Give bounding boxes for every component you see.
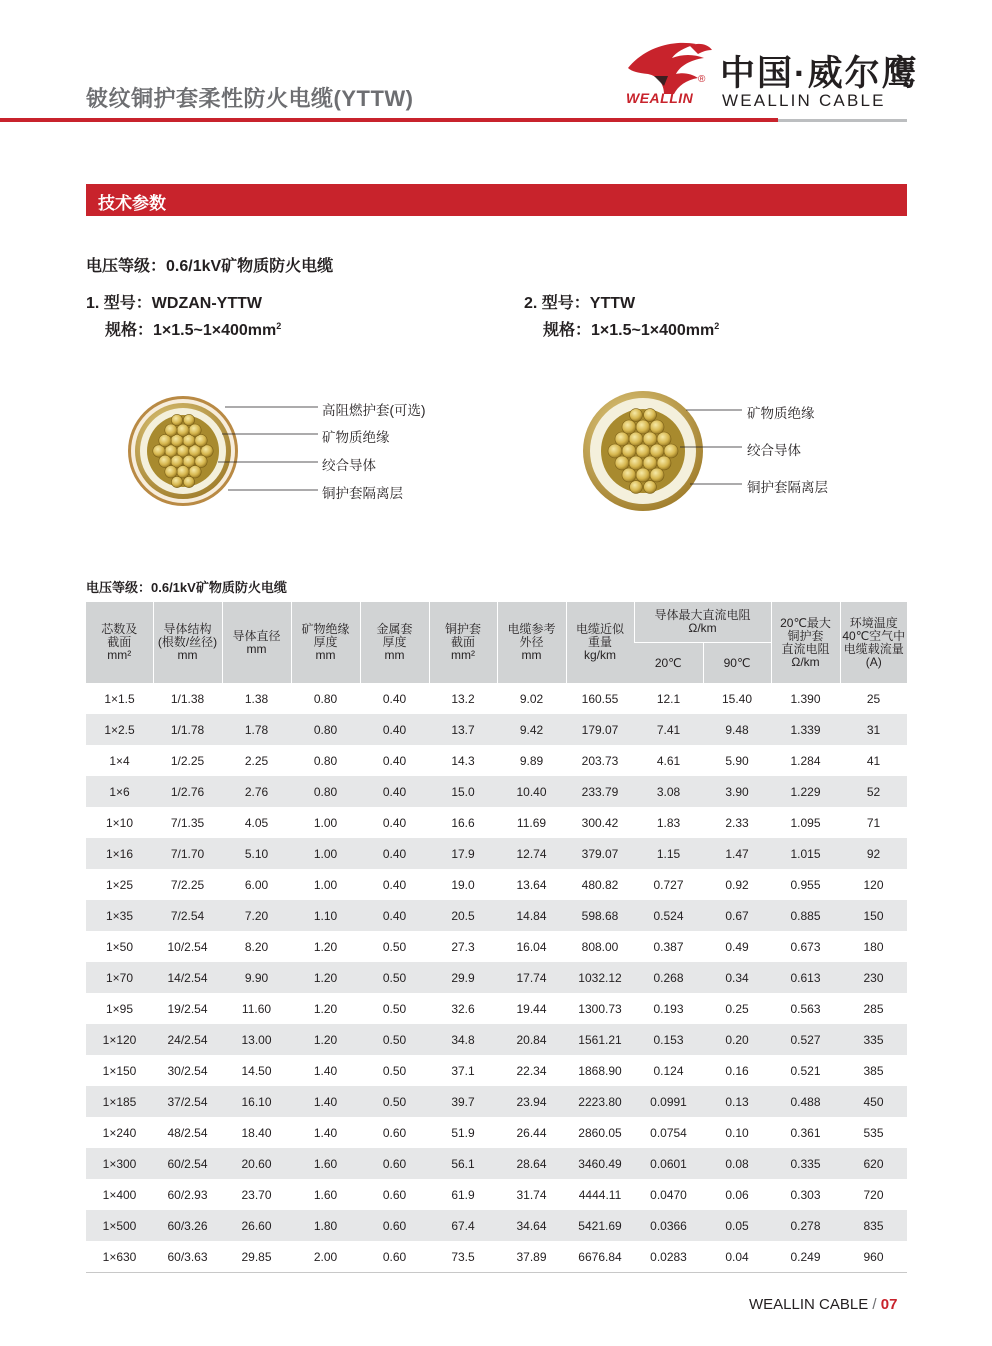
table-cell: 19.0 xyxy=(451,877,475,892)
table-cell: 0.40 xyxy=(382,753,407,768)
table-cell: 1.284 xyxy=(790,753,821,768)
model-1-spec xyxy=(105,317,281,340)
table-cell: 61.9 xyxy=(451,1187,475,1202)
table-row xyxy=(86,1241,907,1273)
table-cell: 0.527 xyxy=(771,1024,840,1055)
table-cell: 1×70 xyxy=(86,962,153,993)
table-cell: 1×50 xyxy=(105,939,134,954)
section-header-bar xyxy=(86,184,907,216)
table-cell: 0.92 xyxy=(725,877,749,892)
model-1-spec-sup: 2 xyxy=(276,321,282,331)
table-cell: 52 xyxy=(840,776,907,807)
table-cell: 0.50 xyxy=(360,1024,429,1055)
table-cell: 808.00 xyxy=(581,939,619,954)
logo-chinese-name: 中国·威尔鹰 xyxy=(720,54,919,93)
table-cell: 1.015 xyxy=(771,838,840,869)
table-cell: 1×6 xyxy=(86,776,153,807)
table-cell: 7/2.25 xyxy=(170,877,205,892)
table-cell: 0.50 xyxy=(382,939,407,954)
table-cell: 7/1.70 xyxy=(153,838,222,869)
table-cell: 1×25 xyxy=(105,877,134,892)
table-cell: 48/2.54 xyxy=(167,1125,208,1140)
table-cell: 0.268 xyxy=(634,962,703,993)
callout-insulation: 矿物质绝缘 xyxy=(322,430,390,445)
table-cell: 535 xyxy=(863,1125,884,1140)
table-cell: 13.7 xyxy=(429,714,497,745)
header-conductor-resistance: 导体最大直流电阻 Ω/km xyxy=(634,602,771,643)
table-cell: 7.41 xyxy=(634,714,703,745)
table-cell: 15.0 xyxy=(429,776,497,807)
table-cell: 0.0470 xyxy=(650,1187,687,1202)
table-cell: 7/2.54 xyxy=(153,900,222,931)
table-cell: 0.673 xyxy=(790,939,821,954)
footer-brand-name: WEALLIN xyxy=(749,1296,815,1313)
table-cell: 32.6 xyxy=(451,1001,475,1016)
table-cell: 1561.21 xyxy=(566,1024,634,1055)
table-cell: 0.49 xyxy=(725,939,749,954)
logo-wordmark: WEALLIN xyxy=(626,90,694,106)
table-cell: 0.361 xyxy=(790,1125,821,1140)
table-cell: 0.60 xyxy=(382,1187,407,1202)
table-cell: 0.40 xyxy=(360,838,429,869)
footer-brand xyxy=(749,1296,897,1313)
table-cell: 0.34 xyxy=(703,962,771,993)
table-cell: 0.60 xyxy=(360,1241,429,1273)
table-cell: 0.60 xyxy=(360,1210,429,1241)
table-cell: 23.70 xyxy=(241,1187,272,1202)
table-cell: 1.00 xyxy=(291,838,360,869)
table-cell: 0.13 xyxy=(703,1086,771,1117)
table-cell: 4.61 xyxy=(656,753,681,768)
model-2-label: 2. 型号：YTTW xyxy=(524,295,636,312)
table-row xyxy=(86,931,907,962)
table-cell: 1.47 xyxy=(703,838,771,869)
table-cell: 1×2.5 xyxy=(86,714,153,745)
header-weight: 电缆近似 重量 kg/km xyxy=(566,602,634,683)
table-cell: 1.10 xyxy=(291,900,360,931)
table-cell: 11.60 xyxy=(241,1001,272,1016)
table-cell: 3460.49 xyxy=(566,1148,634,1179)
table-cell: 0.08 xyxy=(703,1148,771,1179)
table-cell: 0.06 xyxy=(725,1187,749,1202)
table-cell: 0.0754 xyxy=(650,1125,687,1140)
table-cell: 1.20 xyxy=(291,962,360,993)
table-cell: 1300.73 xyxy=(578,1001,622,1016)
table-cell: 0.10 xyxy=(725,1125,749,1140)
table-cell: 0.67 xyxy=(703,900,771,931)
table-cell: 0.40 xyxy=(360,900,429,931)
table-cell: 1/1.38 xyxy=(170,691,205,706)
table-cell: 3.08 xyxy=(634,776,703,807)
table-cell: 0.50 xyxy=(382,1001,407,1016)
header-grey-rule xyxy=(778,119,907,122)
table-caption: 电压等级：0.6/1kV矿物质防火电缆 xyxy=(86,580,287,595)
table-cell: 8.20 xyxy=(244,939,269,954)
table-cell: 9.02 xyxy=(519,691,544,706)
table-row xyxy=(86,1148,907,1179)
table-cell: 1.80 xyxy=(291,1210,360,1241)
table-cell: 0.885 xyxy=(771,900,840,931)
callout-sheath: 铜护套隔离层 xyxy=(322,486,403,501)
table-cell: 1×300 xyxy=(86,1148,153,1179)
table-cell: 71 xyxy=(866,815,881,830)
table-cell: 23.94 xyxy=(497,1086,566,1117)
table-cell: 37.1 xyxy=(451,1063,475,1078)
table-cell: 92 xyxy=(840,838,907,869)
table-cell: 29.85 xyxy=(222,1241,291,1273)
header-copper-sheath-area: 铜护套 截面 mm² xyxy=(429,602,497,683)
table-cell: 73.5 xyxy=(429,1241,497,1273)
table-cell: 0.50 xyxy=(382,1063,407,1078)
callout-conductor: 绞合导体 xyxy=(322,458,376,473)
table-cell: 16.6 xyxy=(451,815,475,830)
table-cell: 2.25 xyxy=(244,753,269,768)
table-cell: 11.69 xyxy=(516,815,547,830)
table-cell: 15.40 xyxy=(721,691,753,706)
table-cell: 9.90 xyxy=(222,962,291,993)
table-cell: 1×4 xyxy=(109,753,130,768)
table-cell: 1×400 xyxy=(102,1187,137,1202)
table-cell: 1×35 xyxy=(86,900,153,931)
table-cell: 1.00 xyxy=(313,815,338,830)
table-cell: 24/2.54 xyxy=(153,1024,222,1055)
table-cell: 0.153 xyxy=(634,1024,703,1055)
table-cell: 0.16 xyxy=(725,1063,749,1078)
table-cell: 1.095 xyxy=(790,815,821,830)
table-cell: 22.34 xyxy=(516,1063,547,1078)
table-cell: 960 xyxy=(840,1241,907,1273)
table-cell: 20.5 xyxy=(429,900,497,931)
table-cell: 0.60 xyxy=(382,1125,407,1140)
page-number: 07 xyxy=(880,1296,898,1313)
table-cell: 0.387 xyxy=(653,939,684,954)
table-row xyxy=(86,1024,907,1055)
table-cell: 5.90 xyxy=(725,753,749,768)
table-row xyxy=(86,683,907,714)
table-cell: 41 xyxy=(866,753,881,768)
table-cell: 233.79 xyxy=(566,776,634,807)
voltage-line: 电压等级：0.6/1kV矿物质防火电缆 xyxy=(86,258,334,275)
table-cell: 0.278 xyxy=(771,1210,840,1241)
table-cell: 2.76 xyxy=(222,776,291,807)
table-cell: 120 xyxy=(863,877,884,892)
table-cell: 12.74 xyxy=(497,838,566,869)
stranded-conductor xyxy=(601,409,685,494)
table-cell: 26.44 xyxy=(516,1125,547,1140)
table-cell: 160.55 xyxy=(581,691,619,706)
table-cell: 0.04 xyxy=(703,1241,771,1273)
stranded-conductor xyxy=(147,414,219,487)
table-cell: 1×185 xyxy=(86,1086,153,1117)
table-row xyxy=(86,1055,907,1086)
table-cell: 37/2.54 xyxy=(153,1086,222,1117)
model-2-spec-sup: 2 xyxy=(714,321,720,331)
header-outer-diameter: 电缆参考 外径 mm xyxy=(497,602,566,683)
table-cell: 2223.80 xyxy=(566,1086,634,1117)
table-cell: 25 xyxy=(866,691,881,706)
table-cell: 29.9 xyxy=(429,962,497,993)
table-row xyxy=(86,1117,907,1148)
table-cell: 1.40 xyxy=(291,1086,360,1117)
table-cell: 0.80 xyxy=(291,714,360,745)
callout-conductor-2: 绞合导体 xyxy=(747,443,801,458)
table-cell: 480.82 xyxy=(581,877,619,892)
table-cell: 0.80 xyxy=(313,753,338,768)
table-cell: 1.15 xyxy=(634,838,703,869)
table-cell: 0.727 xyxy=(653,877,684,892)
table-cell: 34.64 xyxy=(497,1210,566,1241)
header-conductor-diameter: 导体直径 mm xyxy=(222,602,291,683)
header-insulation-thickness: 矿物绝缘 厚度 mm xyxy=(291,602,360,683)
table-cell: 0.40 xyxy=(382,877,407,892)
table-cell: 14/2.54 xyxy=(153,962,222,993)
table-cell: 0.0283 xyxy=(634,1241,703,1273)
table-cell: 1.20 xyxy=(313,1001,338,1016)
header-metal-sheath-thickness: 金属套 厚度 mm xyxy=(360,602,429,683)
table-cell: 620 xyxy=(840,1148,907,1179)
callout-jacket: 高阻燃护套(可选) xyxy=(322,403,426,418)
table-cell: 1032.12 xyxy=(566,962,634,993)
table-cell: 1×630 xyxy=(86,1241,153,1273)
table-cell: 34.8 xyxy=(429,1024,497,1055)
spec-table xyxy=(86,602,907,1273)
table-cell: 0.80 xyxy=(313,691,338,706)
table-cell: 1×10 xyxy=(105,815,134,830)
table-cell: 7/1.35 xyxy=(170,815,205,830)
table-row xyxy=(86,807,907,838)
table-cell: 1.00 xyxy=(313,877,338,892)
table-cell: 300.42 xyxy=(581,815,619,830)
table-cell: 1.60 xyxy=(313,1187,338,1202)
table-cell: 0.50 xyxy=(360,962,429,993)
table-cell: 285 xyxy=(863,1001,884,1016)
table-cell: 9.42 xyxy=(497,714,566,745)
registered-mark: ® xyxy=(698,74,706,85)
table-cell: 60/3.26 xyxy=(153,1210,222,1241)
table-cell: 0.05 xyxy=(703,1210,771,1241)
table-cell: 1×240 xyxy=(102,1125,137,1140)
table-cell: 60/2.93 xyxy=(167,1187,208,1202)
table-cell: 60/3.63 xyxy=(153,1241,222,1273)
table-cell: 2860.05 xyxy=(578,1125,622,1140)
table-cell: 13.2 xyxy=(451,691,475,706)
table-row xyxy=(86,900,907,931)
cable-cross-section-2 xyxy=(570,385,750,525)
table-cell: 0.488 xyxy=(771,1086,840,1117)
table-cell: 1×500 xyxy=(86,1210,153,1241)
header-core-size: 芯数及 截面 mm² xyxy=(86,602,153,683)
table-cell: 10/2.54 xyxy=(167,939,208,954)
table-cell: 9.89 xyxy=(519,753,544,768)
table-cell: 17.9 xyxy=(429,838,497,869)
table-row xyxy=(86,838,907,869)
model-1-spec-text: 规格：1×1.5~1×400mm xyxy=(105,322,277,339)
table-cell: 1.40 xyxy=(313,1125,338,1140)
table-cell: 13.64 xyxy=(516,877,547,892)
table-cell: 6676.84 xyxy=(566,1241,634,1273)
table-cell: 0.613 xyxy=(771,962,840,993)
table-cell: 0.249 xyxy=(771,1241,840,1273)
table-cell: 0.955 xyxy=(790,877,821,892)
table-cell: 450 xyxy=(840,1086,907,1117)
header-red-rule xyxy=(0,118,778,122)
table-cell: 26.60 xyxy=(222,1210,291,1241)
logo-english-name: WEALLIN CABLE xyxy=(722,91,886,110)
table-cell: 31 xyxy=(840,714,907,745)
table-cell: 0.40 xyxy=(382,691,407,706)
table-cell: 18.40 xyxy=(241,1125,272,1140)
table-cell: 0.20 xyxy=(703,1024,771,1055)
table-cell: 28.64 xyxy=(497,1148,566,1179)
table-cell: 60/2.54 xyxy=(153,1148,222,1179)
table-cell: 14.84 xyxy=(497,900,566,931)
model-2-spec xyxy=(543,317,719,340)
table-cell: 180 xyxy=(863,939,884,954)
table-cell: 56.1 xyxy=(429,1148,497,1179)
table-cell: 30/2.54 xyxy=(167,1063,208,1078)
table-cell: 179.07 xyxy=(566,714,634,745)
table-cell: 0.0601 xyxy=(634,1148,703,1179)
table-cell: 0.521 xyxy=(790,1063,821,1078)
table-cell: 1.229 xyxy=(771,776,840,807)
table-cell: 0.0991 xyxy=(634,1086,703,1117)
table-cell: 230 xyxy=(840,962,907,993)
table-cell: 1.20 xyxy=(313,939,338,954)
table-cell: 1×16 xyxy=(86,838,153,869)
footer-separator: / xyxy=(872,1296,877,1313)
table-cell: 10.40 xyxy=(497,776,566,807)
table-cell: 0.563 xyxy=(790,1001,821,1016)
table-cell: 7.20 xyxy=(222,900,291,931)
table-cell: 1×120 xyxy=(86,1024,153,1055)
table-cell: 1.83 xyxy=(656,815,681,830)
table-cell: 0.50 xyxy=(360,1086,429,1117)
table-cell: 1.339 xyxy=(771,714,840,745)
header-conductor-structure: 导体结构 (根数/丝径) mm xyxy=(153,602,222,683)
table-cell: 12.1 xyxy=(656,691,681,706)
table-cell: 20.60 xyxy=(222,1148,291,1179)
table-cell: 0.335 xyxy=(771,1148,840,1179)
table-row xyxy=(86,1210,907,1241)
table-cell: 1.78 xyxy=(222,714,291,745)
table-cell: 51.9 xyxy=(451,1125,475,1140)
table-cell: 1/1.78 xyxy=(153,714,222,745)
table-cell: 13.00 xyxy=(222,1024,291,1055)
table-cell: 1868.90 xyxy=(578,1063,622,1078)
table-cell: 379.07 xyxy=(566,838,634,869)
table-cell: 14.3 xyxy=(451,753,475,768)
table-cell: 0.193 xyxy=(653,1001,684,1016)
table-cell: 3.90 xyxy=(703,776,771,807)
table-cell: 2.00 xyxy=(291,1241,360,1273)
table-cell: 385 xyxy=(863,1063,884,1078)
table-cell: 0.524 xyxy=(634,900,703,931)
table-cell: 4444.11 xyxy=(578,1187,622,1202)
table-row xyxy=(86,869,907,900)
table-row xyxy=(86,962,907,993)
table-cell: 16.10 xyxy=(222,1086,291,1117)
table-cell: 0.124 xyxy=(653,1063,684,1078)
table-cell: 19/2.54 xyxy=(167,1001,208,1016)
table-cell: 37.89 xyxy=(497,1241,566,1273)
header-r20: 20℃ xyxy=(634,643,703,684)
table-cell: 0.25 xyxy=(725,1001,749,1016)
table-cell: 31.74 xyxy=(516,1187,547,1202)
table-cell: 20.84 xyxy=(497,1024,566,1055)
model-2-spec-text: 规格：1×1.5~1×400mm xyxy=(543,322,715,339)
table-cell: 0.40 xyxy=(360,776,429,807)
table-row xyxy=(86,745,907,776)
table-row xyxy=(86,1179,907,1210)
table-row xyxy=(86,1086,907,1117)
section-title: 技术参数 xyxy=(98,194,166,213)
table-cell: 0.40 xyxy=(360,714,429,745)
table-cell: 5.10 xyxy=(222,838,291,869)
table-cell: 335 xyxy=(840,1024,907,1055)
table-cell: 4.05 xyxy=(244,815,269,830)
table-row xyxy=(86,714,907,745)
table-cell: 39.7 xyxy=(429,1086,497,1117)
table-cell: 1.20 xyxy=(291,1024,360,1055)
header-sheath-resistance: 20℃最大 铜护套 直流电阻 Ω/km xyxy=(771,602,840,683)
table-cell: 6.00 xyxy=(244,877,269,892)
header-r90: 90℃ xyxy=(703,643,771,684)
table-cell: 1.390 xyxy=(790,691,821,706)
table-cell: 720 xyxy=(863,1187,884,1202)
table-row xyxy=(86,776,907,807)
callout-sheath-2: 铜护套隔离层 xyxy=(747,480,828,495)
model-1-label: 1. 型号：WDZAN-YTTW xyxy=(86,295,262,312)
table-cell: 0.40 xyxy=(382,815,407,830)
table-cell: 0.0366 xyxy=(634,1210,703,1241)
table-cell: 1.40 xyxy=(313,1063,338,1078)
table-cell: 1×1.5 xyxy=(104,691,135,706)
table-cell: 2.33 xyxy=(725,815,749,830)
table-cell: 203.73 xyxy=(581,753,619,768)
footer-brand-cable: CABLE xyxy=(819,1296,869,1313)
table-cell: 835 xyxy=(840,1210,907,1241)
table-cell: 150 xyxy=(840,900,907,931)
table-cell: 1/2.76 xyxy=(153,776,222,807)
table-cell: 9.48 xyxy=(703,714,771,745)
table-cell: 1.60 xyxy=(291,1148,360,1179)
table-cell: 1×150 xyxy=(102,1063,137,1078)
page-title: 铍纹铜护套柔性防火电缆(YTTW) xyxy=(86,86,414,111)
callout-insulation-2: 矿物质绝缘 xyxy=(747,406,815,421)
table-cell: 5421.69 xyxy=(566,1210,634,1241)
table-cell: 1/2.25 xyxy=(170,753,205,768)
table-cell: 1×95 xyxy=(105,1001,134,1016)
table-cell: 67.4 xyxy=(429,1210,497,1241)
table-row xyxy=(86,993,907,1024)
table-cell: 0.60 xyxy=(360,1148,429,1179)
table-cell: 17.74 xyxy=(497,962,566,993)
table-cell: 598.68 xyxy=(566,900,634,931)
table-cell: 14.50 xyxy=(241,1063,272,1078)
header-ampacity: 环境温度 40℃空气中 电缆载流量 (A) xyxy=(840,602,907,683)
table-cell: 0.80 xyxy=(291,776,360,807)
table-cell: 0.303 xyxy=(790,1187,821,1202)
table-cell: 16.04 xyxy=(516,939,547,954)
table-cell: 1.38 xyxy=(244,691,269,706)
table-cell: 27.3 xyxy=(451,939,475,954)
table-cell: 19.44 xyxy=(516,1001,547,1016)
